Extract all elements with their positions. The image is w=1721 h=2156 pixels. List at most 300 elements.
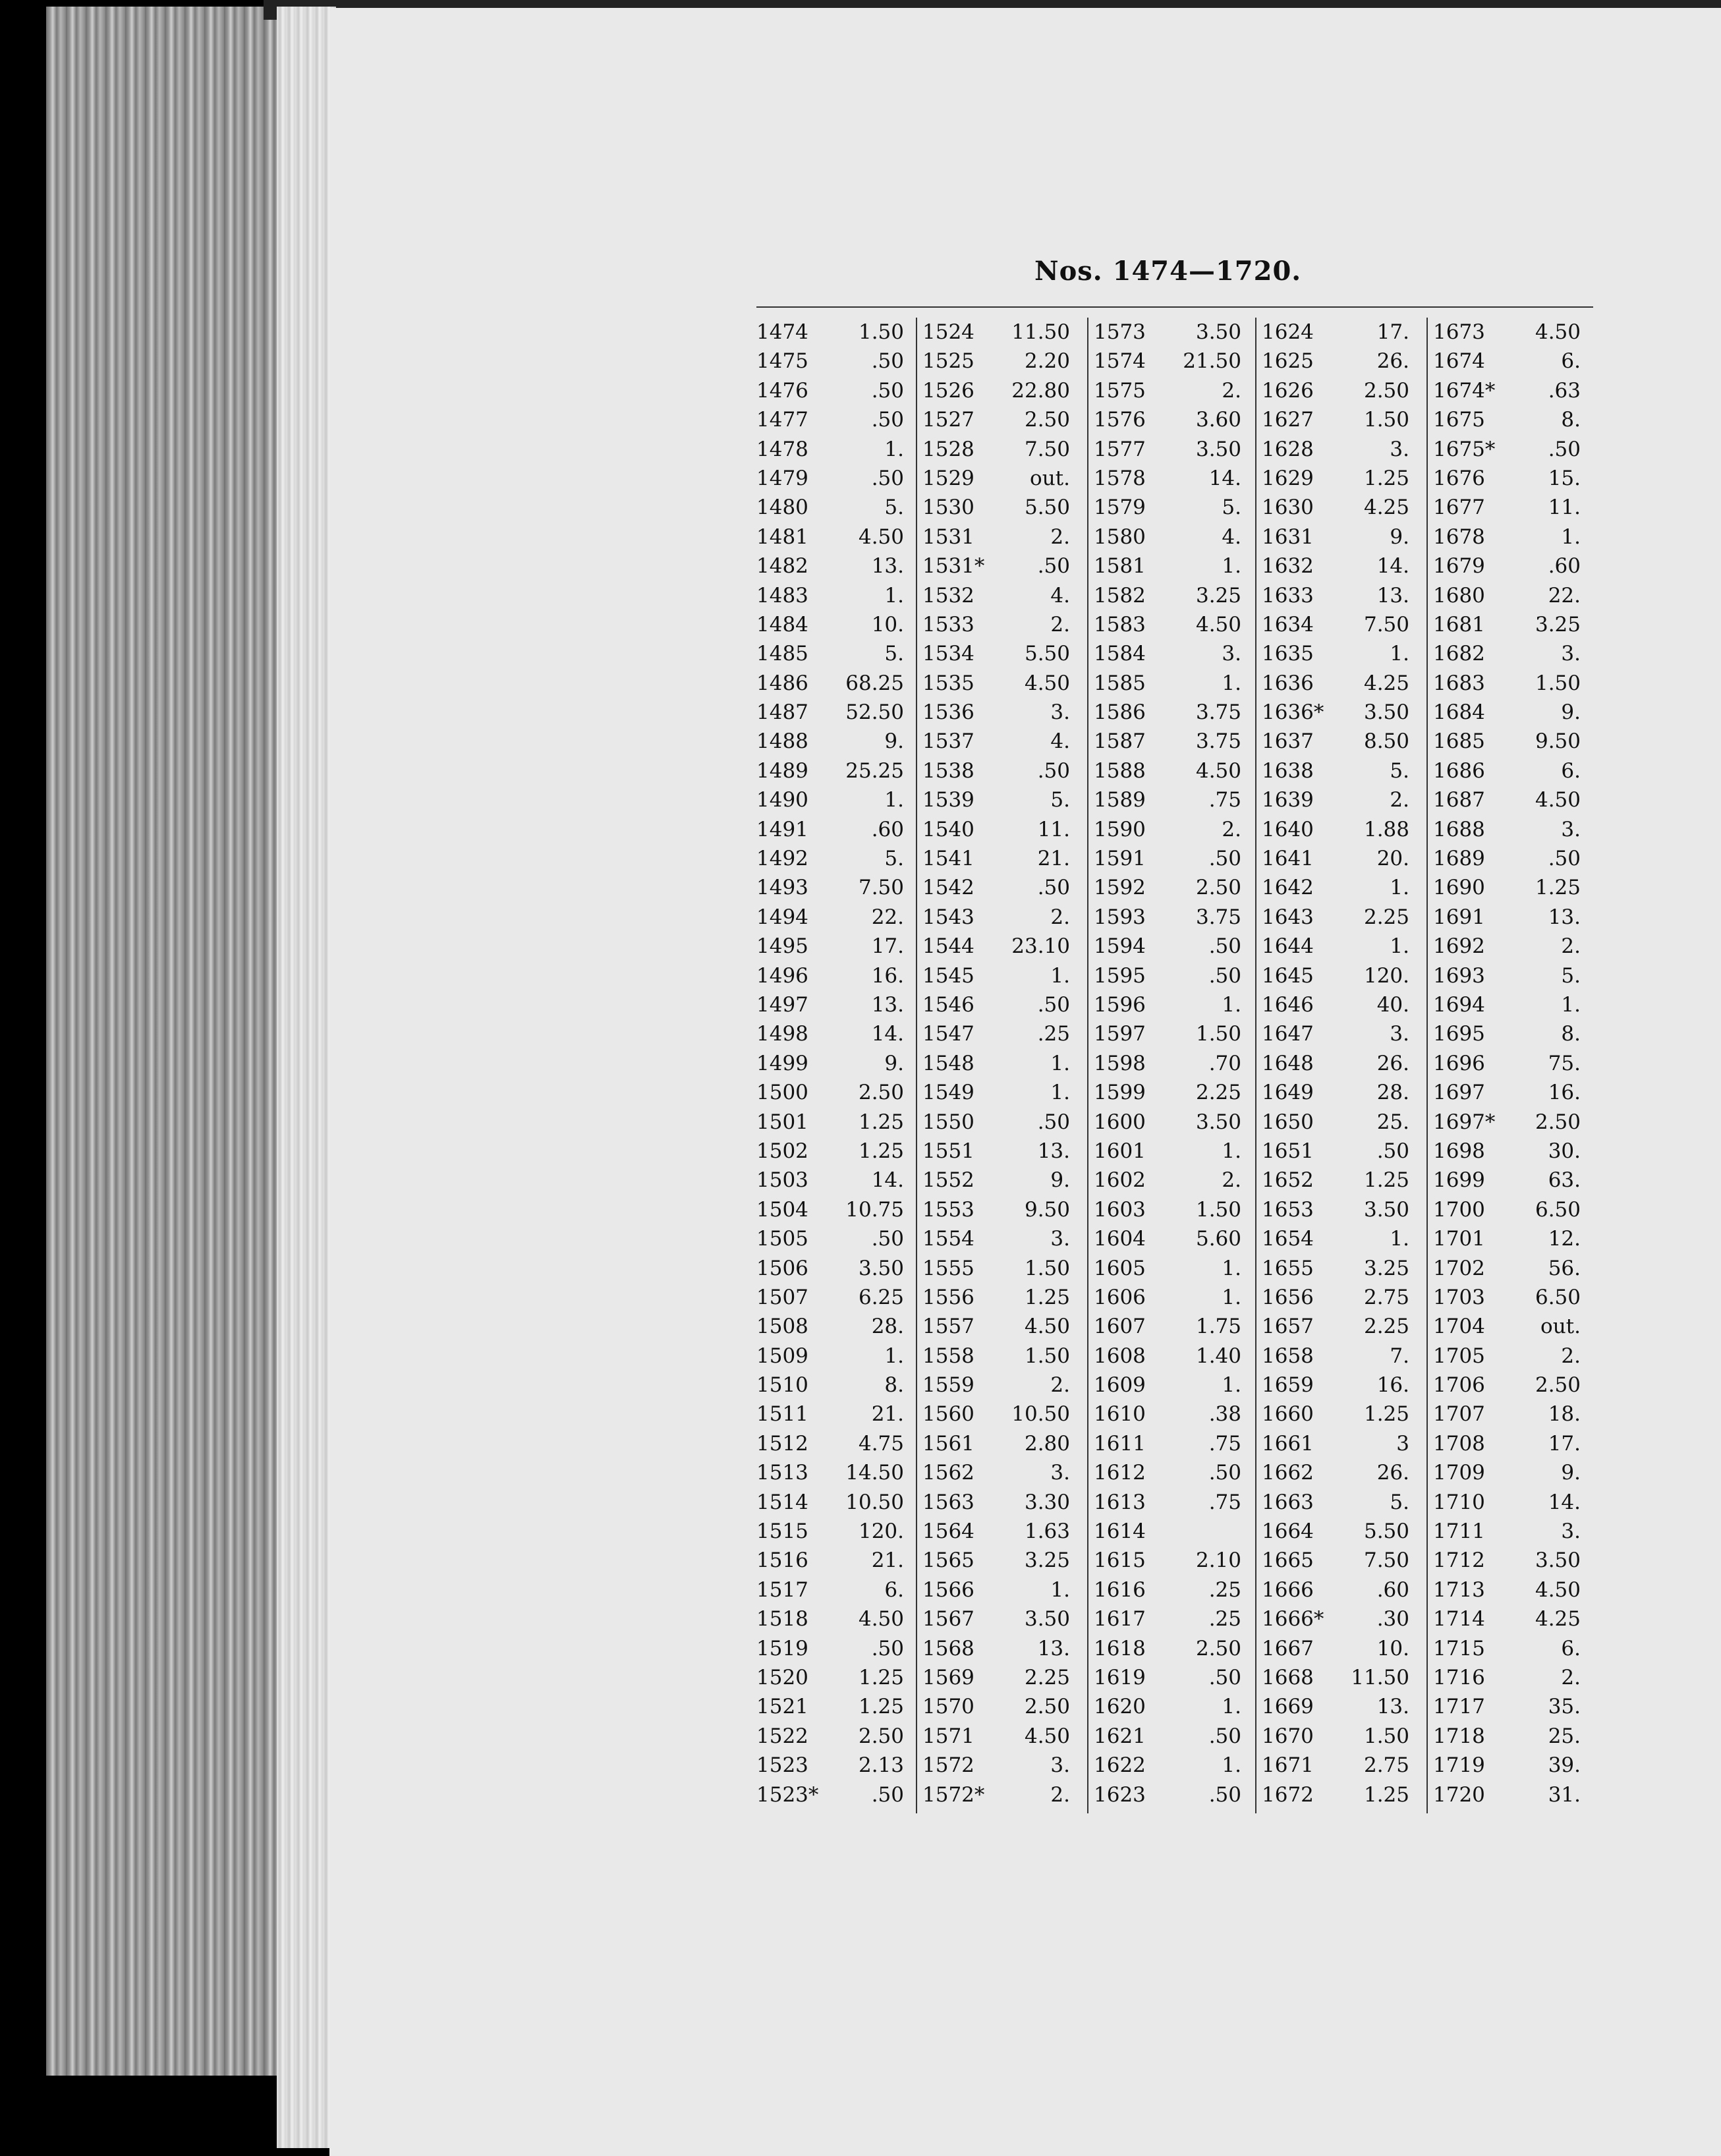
lot-price: 4.75 <box>858 1431 904 1456</box>
lot-number: 1692 <box>1433 934 1485 959</box>
table-row <box>1256 1692 1421 1721</box>
lot-price: 1. <box>1050 1577 1070 1602</box>
lot-number: 1519 <box>756 1636 808 1660</box>
lot-number: 1648 <box>1262 1051 1314 1075</box>
lot-number: 1611 <box>1094 1431 1146 1456</box>
table-row <box>1088 669 1253 698</box>
table-row <box>1256 932 1421 961</box>
table-row <box>1088 1283 1253 1312</box>
lot-price: 11.50 <box>1351 1665 1409 1689</box>
lot-number: 1690 <box>1433 876 1485 900</box>
lot-price: 4.50 <box>1024 671 1070 695</box>
table-row <box>917 1049 1082 1078</box>
lot-number: 1507 <box>756 1285 808 1309</box>
table-row <box>917 1342 1082 1371</box>
table-row <box>1088 318 1253 347</box>
table-row <box>751 1049 916 1078</box>
table-row <box>1256 669 1421 698</box>
lot-number: 1672 <box>1262 1782 1314 1807</box>
table-row <box>917 669 1082 698</box>
lot-number: 1618 <box>1094 1636 1146 1660</box>
lot-price: 17. <box>1376 320 1409 344</box>
lot-price: 6.25 <box>858 1285 904 1309</box>
lot-number: 1608 <box>1094 1344 1146 1368</box>
lot-price: 1.50 <box>1195 1197 1241 1222</box>
lot-price: .50 <box>1548 847 1581 871</box>
table-row <box>1088 610 1253 639</box>
lot-price: 3.25 <box>1024 1548 1070 1573</box>
lot-number: 1713 <box>1433 1577 1485 1602</box>
lot-number: 1554 <box>922 1227 974 1251</box>
lot-number: 1599 <box>1094 1081 1146 1105</box>
lot-number: 1560 <box>922 1402 974 1427</box>
lot-price: .60 <box>1376 1577 1409 1602</box>
lot-price: 26. <box>1376 349 1409 374</box>
lot-number: 1697 <box>1433 1081 1485 1105</box>
lot-price: 3.60 <box>1195 408 1241 432</box>
lot-number: 1547 <box>922 1022 974 1046</box>
table-row <box>1256 376 1421 405</box>
lot-price: 6. <box>1561 349 1581 374</box>
page-title: Nos. 1474—1720. <box>1034 256 1302 287</box>
table-row <box>751 435 916 464</box>
lot-number: 1638 <box>1262 758 1314 783</box>
lot-price: 4.50 <box>858 1607 904 1631</box>
table-row <box>1428 1312 1593 1341</box>
lot-price: .50 <box>1037 876 1070 900</box>
table-row <box>751 318 916 347</box>
table-row <box>1428 610 1593 639</box>
lot-price: 1.25 <box>1363 1402 1409 1427</box>
lot-price: 14. <box>871 1168 904 1193</box>
lot-price: 39. <box>1548 1753 1581 1778</box>
lot-number: 1545 <box>922 963 974 988</box>
table-row <box>917 493 1082 522</box>
lot-price: 2.25 <box>1363 905 1409 929</box>
header-rule <box>756 306 1593 308</box>
lot-number: 1666 <box>1262 1577 1314 1602</box>
lot-number: 1527 <box>922 408 974 432</box>
lot-price: 22. <box>871 905 904 929</box>
lot-number: 1709 <box>1433 1461 1485 1485</box>
lot-price: .38 <box>1208 1402 1241 1427</box>
lot-number: 1480 <box>756 496 808 520</box>
table-row <box>1428 1254 1593 1283</box>
table-row <box>751 1254 916 1283</box>
lot-price: 2.25 <box>1024 1665 1070 1689</box>
lot-price: 2. <box>1050 612 1070 637</box>
lot-price: 1. <box>884 437 904 461</box>
lot-number: 1684 <box>1433 700 1485 725</box>
lot-number: 1595 <box>1094 963 1146 988</box>
lot-price: .75 <box>1208 788 1241 812</box>
lot-number: 1633 <box>1262 583 1314 608</box>
lot-number: 1574 <box>1094 349 1146 374</box>
lot-price: 1.25 <box>858 1139 904 1163</box>
lot-price: 1.50 <box>1195 1022 1241 1046</box>
lot-number: 1711 <box>1433 1519 1485 1544</box>
lot-price: .50 <box>1548 437 1581 461</box>
lot-price: 2.50 <box>1535 1373 1581 1398</box>
lot-price: .25 <box>1208 1607 1241 1631</box>
lot-price: 1.25 <box>1535 876 1581 900</box>
lot-number: 1718 <box>1433 1724 1485 1748</box>
table-row <box>1088 1049 1253 1078</box>
lot-price: 14.50 <box>845 1461 904 1485</box>
lot-number: 1518 <box>756 1607 808 1631</box>
table-row <box>1088 990 1253 1019</box>
lot-price: 17. <box>871 934 904 959</box>
lot-price: 3.50 <box>1195 437 1241 461</box>
lot-number: 1636* <box>1262 700 1324 725</box>
lot-price: 1. <box>1222 1373 1241 1398</box>
lot-number: 1708 <box>1433 1431 1485 1456</box>
table-row <box>1256 1575 1421 1604</box>
lot-number: 1593 <box>1094 905 1146 929</box>
table-row <box>1256 493 1421 522</box>
lot-price: 21. <box>871 1548 904 1573</box>
lot-price: 56. <box>1548 1256 1581 1280</box>
table-row <box>1256 815 1421 844</box>
lot-number: 1534 <box>922 642 974 666</box>
lot-price: 4. <box>1050 583 1070 608</box>
lot-price: 4. <box>1050 729 1070 754</box>
lot-number: 1630 <box>1262 496 1314 520</box>
lot-price: 2.13 <box>858 1753 904 1778</box>
table-row <box>1088 873 1253 902</box>
lot-price: 3. <box>1222 642 1241 666</box>
lot-number: 1601 <box>1094 1139 1146 1163</box>
table-row <box>1428 1108 1593 1137</box>
lot-price: 35. <box>1548 1695 1581 1719</box>
lot-number: 1671 <box>1262 1753 1314 1778</box>
lot-price: 1. <box>1050 963 1070 988</box>
lot-price: 3. <box>1561 817 1581 841</box>
table-row <box>1088 1604 1253 1633</box>
table-row <box>751 785 916 814</box>
lot-price: 2.50 <box>1363 378 1409 403</box>
lot-number: 1482 <box>756 554 808 579</box>
table-row <box>1088 1342 1253 1371</box>
lot-price: 10.50 <box>1011 1402 1070 1427</box>
lot-price: 10. <box>871 612 904 637</box>
lot-number: 1707 <box>1433 1402 1485 1427</box>
lot-number: 1685 <box>1433 729 1485 754</box>
lot-number: 1622 <box>1094 1753 1146 1778</box>
lot-number: 1573 <box>1094 320 1146 344</box>
lot-price: .50 <box>871 1782 904 1807</box>
lot-number: 1580 <box>1094 525 1146 549</box>
lot-number: 1691 <box>1433 905 1485 929</box>
lot-number: 1700 <box>1433 1197 1485 1222</box>
table-row <box>1428 873 1593 902</box>
lot-number: 1556 <box>922 1285 974 1309</box>
lot-number: 1609 <box>1094 1373 1146 1398</box>
lot-price: .50 <box>1037 1110 1070 1134</box>
table-row <box>1088 1780 1253 1809</box>
table-row <box>751 1019 916 1048</box>
table-row <box>1428 698 1593 727</box>
lot-price: out. <box>1030 466 1070 490</box>
lot-number: 1565 <box>922 1548 974 1573</box>
lot-price: 28. <box>871 1315 904 1339</box>
lot-number: 1475 <box>756 349 808 374</box>
table-row <box>751 639 916 668</box>
lot-price: 6. <box>1561 1636 1581 1660</box>
lot-price: 1. <box>1390 642 1409 666</box>
lot-number: 1481 <box>756 525 808 549</box>
lot-number: 1600 <box>1094 1110 1146 1134</box>
lot-price: 31. <box>1548 1782 1581 1807</box>
lot-number: 1604 <box>1094 1227 1146 1251</box>
lot-price: 2.50 <box>858 1724 904 1748</box>
table-row <box>1428 1663 1593 1692</box>
lot-price: 5. <box>1222 496 1241 520</box>
lot-price: 7.50 <box>1024 437 1070 461</box>
lot-price: 1. <box>884 1344 904 1368</box>
lot-price: 16. <box>1376 1373 1409 1398</box>
lot-number: 1669 <box>1262 1695 1314 1719</box>
lot-price: 2.80 <box>1024 1431 1070 1456</box>
lot-number: 1666* <box>1262 1607 1324 1631</box>
lot-number: 1570 <box>922 1695 974 1719</box>
lot-price: 4. <box>1222 525 1241 549</box>
lot-price: .75 <box>1208 1490 1241 1514</box>
lot-number: 1699 <box>1433 1168 1485 1193</box>
lot-price: 2. <box>1222 817 1241 841</box>
lot-number: 1523* <box>756 1782 819 1807</box>
lot-price: 21.50 <box>1183 349 1241 374</box>
lot-price: 11. <box>1548 496 1581 520</box>
table-row <box>751 815 916 844</box>
lot-number: 1719 <box>1433 1753 1485 1778</box>
lot-price: 5.50 <box>1024 496 1070 520</box>
table-row <box>1088 1224 1253 1253</box>
table-row <box>917 610 1082 639</box>
table-row <box>751 1283 916 1312</box>
lot-price: 28. <box>1376 1081 1409 1105</box>
lot-number: 1498 <box>756 1022 808 1046</box>
table-row <box>917 639 1082 668</box>
table-row <box>751 1780 916 1809</box>
lot-number: 1495 <box>756 934 808 959</box>
table-row <box>1428 347 1593 376</box>
lot-price: 9.50 <box>1535 729 1581 754</box>
lot-number: 1678 <box>1433 525 1485 549</box>
lot-price: 2.50 <box>1195 1636 1241 1660</box>
lot-number: 1512 <box>756 1431 808 1456</box>
table-row <box>1428 785 1593 814</box>
lot-price: 9. <box>1561 700 1581 725</box>
lot-number: 1673 <box>1433 320 1485 344</box>
lot-price: .50 <box>1208 1782 1241 1807</box>
lot-number: 1523 <box>756 1753 808 1778</box>
lot-number: 1620 <box>1094 1695 1146 1719</box>
lot-number: 1520 <box>756 1665 808 1689</box>
lot-price: .50 <box>871 378 904 403</box>
table-row <box>917 698 1082 727</box>
lot-number: 1617 <box>1094 1607 1146 1631</box>
lot-price: 16. <box>871 963 904 988</box>
table-row <box>1428 1137 1593 1166</box>
table-row <box>1088 1312 1253 1341</box>
lot-number: 1634 <box>1262 612 1314 637</box>
table-row <box>1256 1722 1421 1751</box>
lot-number: 1626 <box>1262 378 1314 403</box>
page-fold <box>277 7 336 2148</box>
lot-price: 3 <box>1396 1431 1409 1456</box>
table-row <box>917 1108 1082 1137</box>
lot-price: 1. <box>1222 1285 1241 1309</box>
table-row <box>751 1400 916 1429</box>
table-row <box>1256 1283 1421 1312</box>
lot-price: 2.10 <box>1195 1548 1241 1573</box>
lot-price: 3.50 <box>1363 700 1409 725</box>
table-row <box>1428 435 1593 464</box>
table-row <box>917 405 1082 434</box>
table-row <box>1088 1195 1253 1224</box>
lot-number: 1592 <box>1094 876 1146 900</box>
lot-number: 1503 <box>756 1168 808 1193</box>
price-column-3 <box>1087 318 1253 1813</box>
lot-number: 1661 <box>1262 1431 1314 1456</box>
lot-price: 4.50 <box>1195 612 1241 637</box>
lot-number: 1674 <box>1433 349 1485 374</box>
lot-price: 11.50 <box>1011 320 1070 344</box>
table-row <box>917 1751 1082 1780</box>
lot-price: 7. <box>1390 1344 1409 1368</box>
table-row <box>917 1019 1082 1048</box>
lot-number: 1653 <box>1262 1197 1314 1222</box>
table-row <box>1088 347 1253 376</box>
lot-price: 1. <box>884 788 904 812</box>
lot-number: 1654 <box>1262 1227 1314 1251</box>
table-row <box>1088 932 1253 961</box>
lot-number: 1533 <box>922 612 974 637</box>
lot-number: 1568 <box>922 1636 974 1660</box>
table-row <box>751 1722 916 1751</box>
lot-price: 1. <box>1222 1139 1241 1163</box>
lot-number: 1668 <box>1262 1665 1314 1689</box>
lot-price: 9. <box>1390 525 1409 549</box>
table-row <box>1088 552 1253 581</box>
lot-price: 5. <box>1390 1490 1409 1514</box>
table-row <box>917 435 1082 464</box>
table-row <box>917 961 1082 990</box>
table-row <box>1256 727 1421 756</box>
lot-price: 1. <box>1390 934 1409 959</box>
table-row <box>1428 1078 1593 1107</box>
table-row <box>1428 405 1593 434</box>
table-row <box>1088 435 1253 464</box>
lot-number: 1513 <box>756 1461 808 1485</box>
table-row <box>1428 1283 1593 1312</box>
table-row <box>1428 464 1593 493</box>
lot-number: 1659 <box>1262 1373 1314 1398</box>
lot-number: 1502 <box>756 1139 808 1163</box>
lot-number: 1662 <box>1262 1461 1314 1485</box>
lot-number: 1682 <box>1433 642 1485 666</box>
lot-number: 1705 <box>1433 1344 1485 1368</box>
lot-number: 1489 <box>756 758 808 783</box>
table-row <box>751 1108 916 1137</box>
table-row <box>1256 1137 1421 1166</box>
table-row <box>1428 1195 1593 1224</box>
lot-price: 68.25 <box>845 671 904 695</box>
lot-number: 1651 <box>1262 1139 1314 1163</box>
table-row <box>1256 1429 1421 1458</box>
lot-price: .50 <box>1037 758 1070 783</box>
lot-number: 1616 <box>1094 1577 1146 1602</box>
lot-number: 1561 <box>922 1431 974 1456</box>
table-row <box>1088 1400 1253 1429</box>
lot-number: 1559 <box>922 1373 974 1398</box>
lot-number: 1543 <box>922 905 974 929</box>
lot-number: 1632 <box>1262 554 1314 579</box>
table-row <box>1428 903 1593 932</box>
lot-number: 1627 <box>1262 408 1314 432</box>
table-row <box>1256 1342 1421 1371</box>
table-row <box>1088 1019 1253 1048</box>
lot-number: 1483 <box>756 583 808 608</box>
table-row <box>1428 1429 1593 1458</box>
lot-number: 1688 <box>1433 817 1485 841</box>
lot-price: .50 <box>1208 1665 1241 1689</box>
table-row <box>1428 961 1593 990</box>
lot-number: 1640 <box>1262 817 1314 841</box>
lot-number: 1499 <box>756 1051 808 1075</box>
lot-price: 20. <box>1376 847 1409 871</box>
lot-price: .70 <box>1208 1051 1241 1075</box>
lot-price: 1.75 <box>1195 1315 1241 1339</box>
lot-number: 1614 <box>1094 1519 1146 1544</box>
lot-number: 1706 <box>1433 1373 1485 1398</box>
table-row <box>751 552 916 581</box>
lot-price: 14. <box>1208 466 1241 490</box>
lot-price: 3.30 <box>1024 1490 1070 1514</box>
lot-price: 13. <box>1376 1695 1409 1719</box>
lot-price: 1.25 <box>858 1665 904 1689</box>
lot-price: 2. <box>1050 1373 1070 1398</box>
lot-number: 1625 <box>1262 349 1314 374</box>
lot-price: 3.75 <box>1195 700 1241 725</box>
table-row <box>1088 698 1253 727</box>
table-row <box>917 903 1082 932</box>
table-row <box>1256 581 1421 610</box>
lot-price: 4.50 <box>1535 788 1581 812</box>
lot-number: 1492 <box>756 847 808 871</box>
lot-price: .50 <box>871 1227 904 1251</box>
lot-number: 1631 <box>1262 525 1314 549</box>
lot-price: 8. <box>1561 408 1581 432</box>
table-row <box>1088 1751 1253 1780</box>
table-row <box>1256 639 1421 668</box>
table-row <box>1428 1517 1593 1546</box>
lot-number: 1517 <box>756 1577 808 1602</box>
lot-price: 1. <box>1050 1051 1070 1075</box>
lot-price: .50 <box>871 1636 904 1660</box>
lot-price: 1. <box>1222 671 1241 695</box>
table-row <box>751 1429 916 1458</box>
table-row <box>1256 1195 1421 1224</box>
lot-price: 5. <box>884 496 904 520</box>
table-row <box>917 1400 1082 1429</box>
lot-number: 1544 <box>922 934 974 959</box>
table-row <box>1256 318 1421 347</box>
lot-price: 2. <box>1050 1782 1070 1807</box>
table-row <box>1428 1342 1593 1371</box>
lot-number: 1674* <box>1433 378 1496 403</box>
